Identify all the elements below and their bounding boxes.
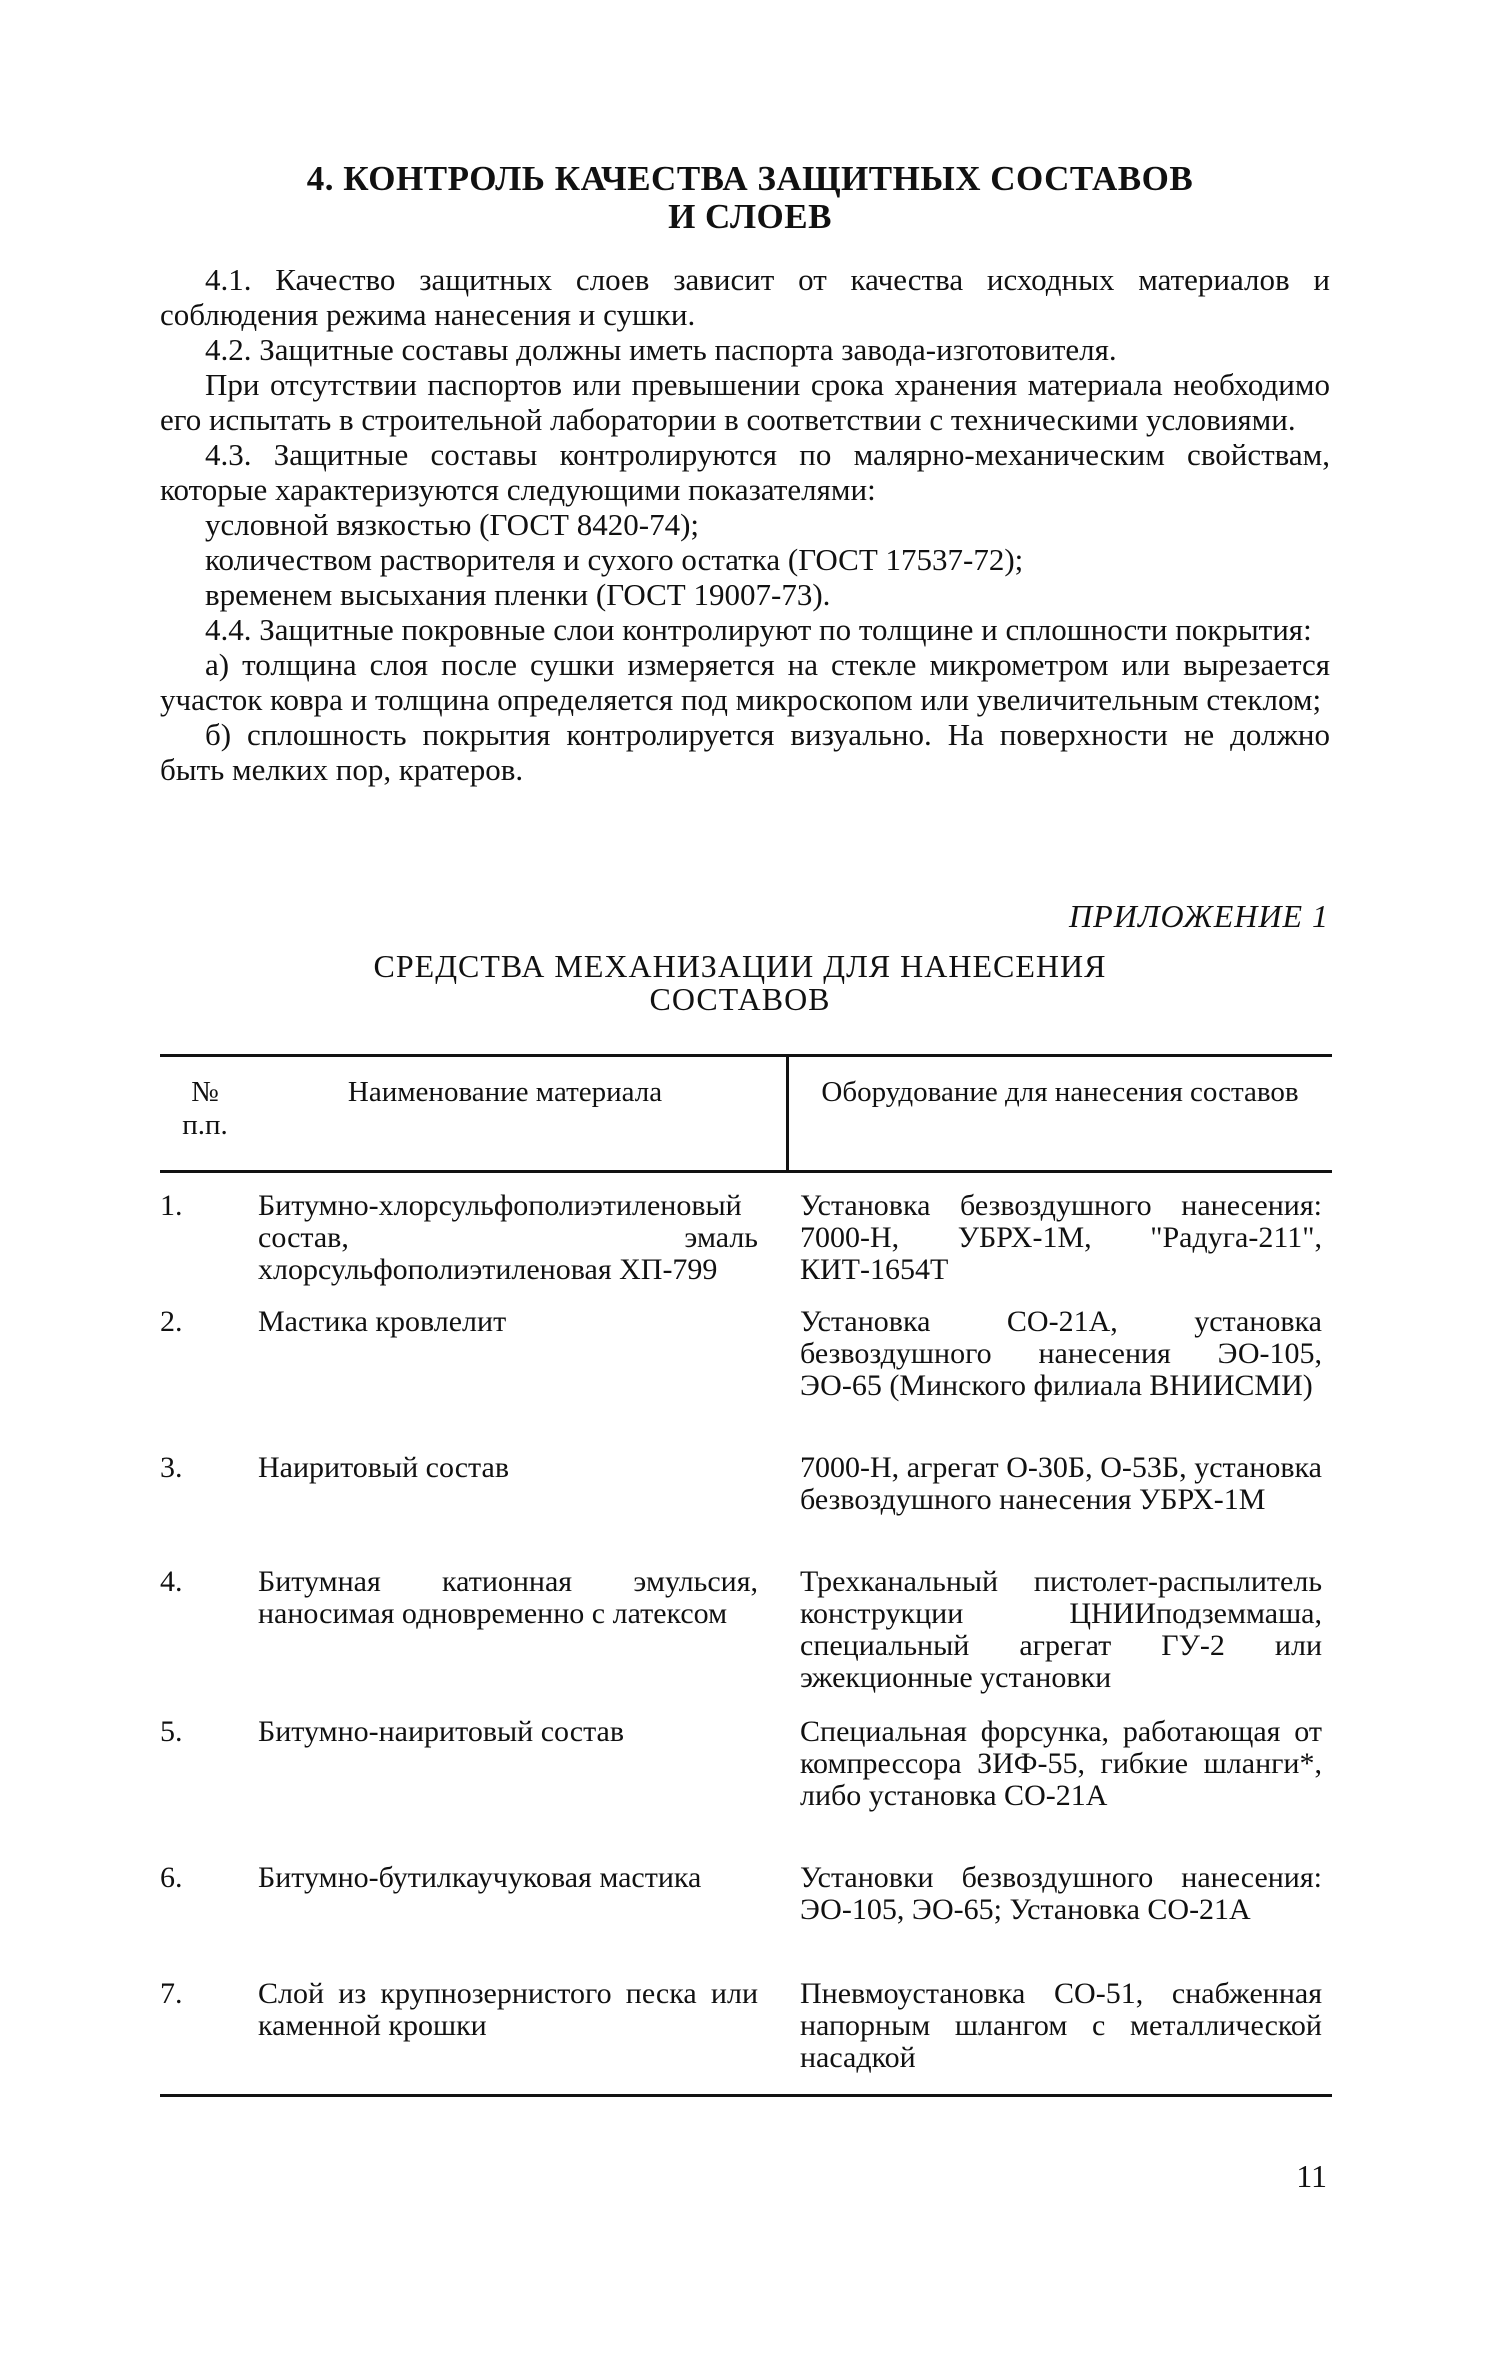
row-material: Слой из крупнозернистого песка или каменной крошки	[258, 1977, 758, 2042]
header-num-line2: п.п.	[182, 1109, 228, 1141]
header-num	[160, 1076, 250, 1142]
row-equipment: Установки безвоздушного нанесения: ЭО-105, ЭО-65; Установка СО-21А	[800, 1861, 1322, 1926]
row-material: Битумно-бутилкаучуковая мастика	[258, 1861, 702, 1894]
header-num-line1: №	[191, 1076, 219, 1108]
row-equipment: Пневмоустановка СО-51, снабженная напорным шлангом с металлической насадкой	[800, 1977, 1322, 2074]
row-material: Битумно-наиритовый состав	[258, 1715, 625, 1748]
table-bottom-rule	[160, 2094, 1332, 2097]
header-name: Наименование материала	[347, 1076, 663, 1108]
row-num: 1.	[160, 1189, 183, 1222]
header-column-divider	[786, 1056, 789, 1170]
paragraph-4-3-item-3: временем высыхания пленки (ГОСТ 19007-73).	[205, 577, 831, 612]
section-title-line2: И СЛОЕВ	[668, 197, 832, 236]
paragraph-4-3-item-2: количеством растворителя и сухого остатка (ГОСТ 17537-72);	[205, 542, 1024, 577]
paragraph-4-3: 4.3. Защитные составы контролируются по малярно-механическим свойствам, которые характеризуются следующими показателями:	[160, 437, 1330, 507]
table-top-rule	[160, 1054, 1332, 1057]
appendix-label: ПРИЛОЖЕНИЕ 1	[1069, 898, 1329, 934]
row-equipment: Трехканальный пистолет-распылитель конструкции ЦНИИподземмаша, специальный агрегат ГУ-2 или эжекционные установки	[800, 1565, 1322, 1694]
header-equipment: Оборудование для нанесения составов	[821, 1076, 1299, 1108]
row-material: Битумно-хлорсульфополиэтиленовый состав, эмаль хлорсульфополиэтиленовая ХП-799	[258, 1189, 758, 1286]
row-material: Мастика кровлелит	[258, 1305, 507, 1338]
paragraph-4-4: 4.4. Защитные покровные слои контролируют по толщине и сплошности покрытия:	[205, 612, 1312, 647]
row-equipment: 7000-Н, агрегат О-30Б, О-53Б, установка безвоздушного нанесения УБРХ-1М	[800, 1451, 1322, 1516]
page-number: 11	[1296, 2158, 1327, 2194]
row-material: Битумная катионная эмульсия, наносимая одновременно с латексом	[258, 1565, 758, 1630]
row-num: 3.	[160, 1451, 183, 1484]
row-num: 7.	[160, 1977, 183, 2010]
table-header-rule	[160, 1170, 1332, 1173]
row-equipment: Установка СО-21А, установка безвоздушного нанесения ЭО-105, ЭО-65 (Минского филиала ВНИИСМИ)	[800, 1305, 1322, 1402]
row-num: 4.	[160, 1565, 183, 1598]
paragraph-4-2-cont: При отсутствии паспортов или превышении срока хранения материала необходимо его испытать в строительной лаборатории в соответствии с техническими условиями.	[160, 367, 1330, 437]
paragraph-4-3-item-1: условной вязкостью (ГОСТ 8420-74);	[205, 507, 700, 542]
paragraph-4-1: 4.1. Качество защитных слоев зависит от качества исходных материалов и соблюдения режима нанесения и сушки.	[160, 262, 1330, 332]
section-body	[160, 262, 1330, 787]
table-title-line2: СОСТАВОВ	[649, 981, 831, 1017]
paragraph-4-4-b: б) сплошность покрытия контролируется визуально. На поверхности не должно быть мелких пор, кратеров.	[160, 717, 1330, 787]
section-title	[160, 160, 1340, 236]
section-title-line1: 4. КОНТРОЛЬ КАЧЕСТВА ЗАЩИТНЫХ СОСТАВОВ	[306, 159, 1194, 198]
paragraph-4-2: 4.2. Защитные составы должны иметь паспорта завода-изготовителя.	[205, 332, 1117, 367]
row-num: 5.	[160, 1715, 183, 1748]
row-num: 6.	[160, 1861, 183, 1894]
table-title-line1: СРЕДСТВА МЕХАНИЗАЦИИ ДЛЯ НАНЕСЕНИЯ	[373, 948, 1107, 984]
paragraph-4-4-a: а) толщина слоя после сушки измеряется на стекле микрометром или вырезается участок ковра и толщина определяется под микроскопом или увеличительным стеклом;	[160, 647, 1330, 717]
row-num: 2.	[160, 1305, 183, 1338]
table-title	[160, 950, 1320, 1016]
row-material: Наиритовый состав	[258, 1451, 510, 1484]
row-equipment: Специальная форсунка, работающая от компрессора ЗИФ-55, гибкие шланги*, либо установка СО-21А	[800, 1715, 1322, 1812]
row-equipment: Установка безвоздушного нанесения: 7000-Н, УБРХ-1М, "Радуга-211", КИТ-1654Т	[800, 1189, 1322, 1286]
